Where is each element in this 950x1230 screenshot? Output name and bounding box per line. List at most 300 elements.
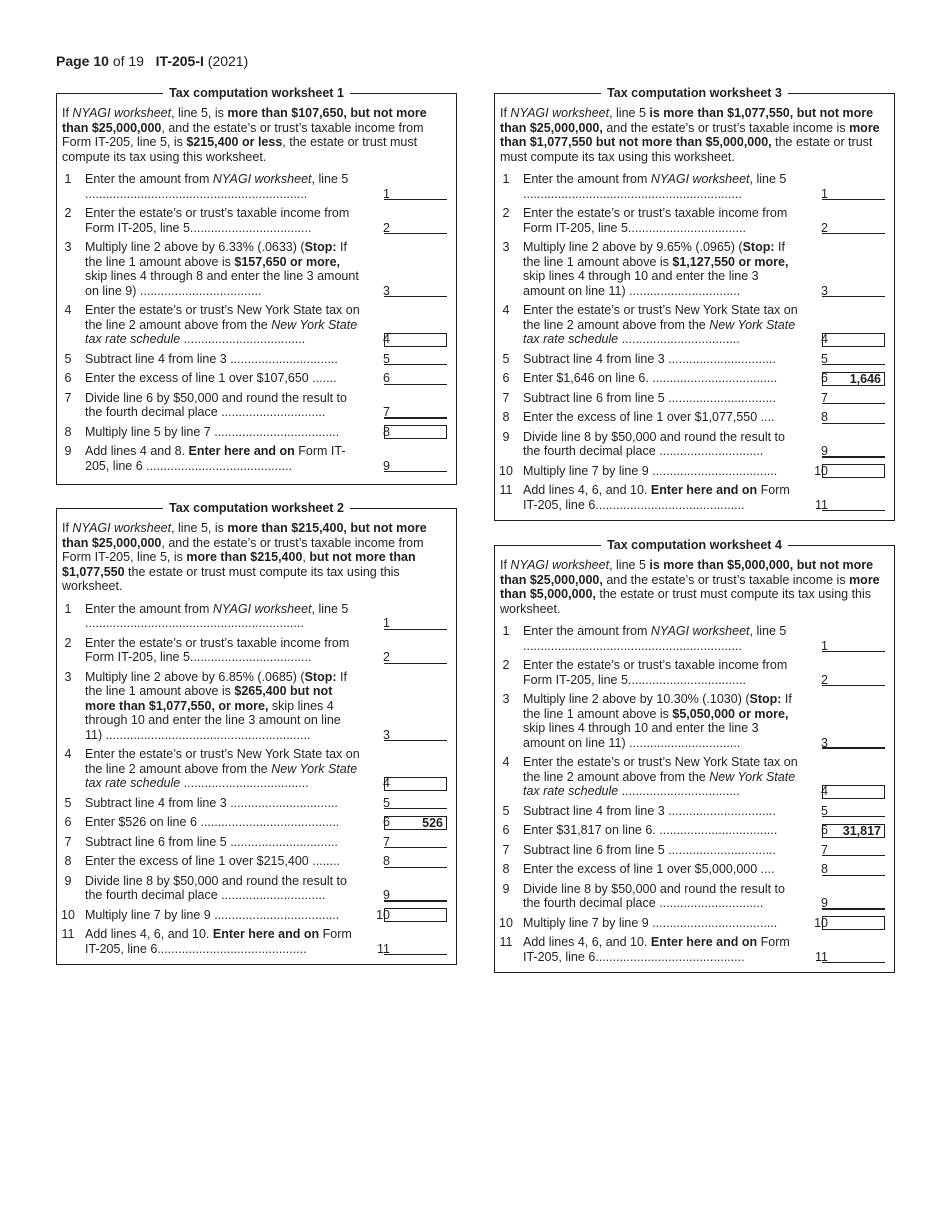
line-number: 9 (502, 429, 510, 444)
worksheet-1 (56, 86, 457, 485)
line-description (85, 747, 360, 791)
text-run: Multiply line 2 above by 10.30% (.1030) ( (523, 692, 750, 706)
text-run: , line 5 ............................................................... (85, 601, 349, 630)
text-run: If the line 1 amount above is (85, 240, 347, 269)
text-run: $265,400 but not more than $1,077,550, or more, (85, 684, 333, 713)
line-number: 6 (502, 371, 510, 385)
line-number: 1 (64, 172, 72, 186)
line-ref-number: 1 (383, 186, 390, 201)
text-run: Stop: (304, 669, 337, 684)
amount-entry-line[interactable] (384, 855, 447, 868)
line-description (85, 874, 360, 903)
text-run: , line 5, is (171, 106, 228, 120)
amount-entry-line[interactable] (384, 796, 447, 809)
worksheet-lines (57, 602, 456, 957)
text-run: New York State tax rate schedule (523, 769, 796, 798)
line-ref-number: 10 (376, 907, 390, 922)
text-run: New York State tax rate schedule (85, 317, 358, 346)
line-ref-number: 11 (815, 949, 828, 964)
line-ref-number: 7 (383, 405, 390, 419)
page-number: 10 (93, 53, 109, 69)
text-run: Enter the estate’s or trust’s New York State tax on the line 2 amount above from the (523, 303, 798, 332)
worksheet-line-8 (495, 862, 894, 877)
worksheet-line-2 (57, 636, 456, 665)
text-run: $215,400 or less (186, 135, 283, 149)
line-ref-number: 3 (821, 735, 828, 750)
text-run: If (62, 106, 73, 120)
line-number: 9 (502, 881, 510, 896)
worksheet-line-1 (495, 624, 894, 653)
line-ref-number: 5 (821, 351, 828, 366)
amount-box[interactable]: 1,646 (822, 372, 885, 386)
amount-entry-line[interactable] (822, 391, 885, 404)
text-run: If the line 1 amount above is (523, 240, 785, 269)
text-run: but not more than $1,077,550 (62, 550, 416, 579)
worksheet-title: Tax computation worksheet 1 (163, 86, 350, 100)
line-number: 3 (64, 240, 72, 254)
worksheet-2 (56, 501, 457, 965)
line-ref-number: 3 (383, 727, 390, 742)
text-run: , line 5 (609, 558, 650, 572)
worksheet-line-2 (57, 206, 456, 235)
text-run: NYAGI worksheet (510, 106, 610, 120)
text-run: If the line 1 amount above is (85, 669, 347, 698)
worksheet-line-11 (57, 927, 456, 956)
line-number: 3 (64, 669, 72, 684)
worksheet-line-8 (57, 854, 456, 869)
line-description (85, 371, 360, 386)
worksheet-line-5 (57, 352, 456, 367)
text-run: $1,127,550 or more, (672, 254, 789, 269)
worksheet-line-11 (495, 483, 894, 512)
line-description (523, 371, 798, 386)
worksheet-line-9 (495, 882, 894, 911)
page-label: Page (56, 53, 90, 69)
line-ref-number: 2 (821, 672, 828, 687)
amount-box[interactable] (384, 333, 447, 347)
amount-entry-line[interactable] (822, 804, 885, 817)
line-description (523, 410, 798, 425)
line-number: 1 (502, 624, 510, 638)
text-run: the estate or trust must compute its tax using this worksheet. (62, 564, 400, 593)
line-number: 2 (64, 635, 72, 650)
text-run: Multiply line 7 by line 9 .................................... (523, 463, 778, 478)
text-run: NYAGI worksheet (212, 601, 312, 616)
worksheet-intro (62, 521, 452, 594)
amount-entry-line[interactable] (822, 639, 885, 652)
text-run: Enter $526 on line 6 ........................................ (85, 815, 340, 829)
amount-box[interactable] (822, 333, 885, 347)
line-description (523, 352, 798, 367)
amount-entry-line[interactable] (384, 372, 447, 385)
line-number: 10 (499, 463, 513, 478)
amount-entry-line[interactable] (384, 459, 447, 472)
worksheet-line-10 (495, 464, 894, 479)
amount-entry-line[interactable] (822, 843, 885, 856)
line-description (523, 935, 798, 964)
line-description (85, 172, 360, 201)
line-ref-number: 6 (821, 823, 828, 837)
line-description (85, 670, 360, 743)
amount-entry-line[interactable] (822, 352, 885, 365)
line-number: 4 (64, 747, 72, 761)
text-run: Enter the estate’s or trust’s taxable income from Form IT-205, line 5.................................. (523, 206, 788, 235)
line-ref-number: 1 (821, 186, 828, 201)
line-number: 2 (502, 658, 510, 672)
form-id: IT-205-I (155, 53, 204, 69)
amount-entry-line[interactable] (384, 942, 447, 955)
text-run: , line 5 (609, 106, 650, 120)
worksheet-3 (494, 86, 895, 521)
text-run: is more than $5,000,000, but not more than $25,000,000, (500, 558, 874, 587)
amount-entry-line[interactable] (384, 888, 447, 902)
line-ref-number: 9 (821, 444, 828, 458)
text-run: more than $107,650, but not more than $25,000,000 (62, 106, 427, 135)
text-run: ................................... (180, 332, 306, 346)
text-run: Enter the amount from (85, 172, 213, 186)
worksheet-line-3 (495, 692, 894, 750)
amount-entry-line[interactable] (384, 187, 447, 200)
worksheet-line-3 (495, 240, 894, 298)
line-number: 5 (64, 795, 72, 810)
worksheet-line-6 (495, 371, 894, 386)
line-description (85, 927, 360, 956)
text-run: NYAGI worksheet (650, 172, 750, 186)
worksheet-intro (500, 106, 890, 164)
worksheet-4 (494, 538, 895, 973)
text-run: Enter the excess of line 1 over $107,650 ....... (85, 371, 337, 385)
worksheet-line-10 (57, 908, 456, 923)
amount-entry-line[interactable] (384, 835, 447, 848)
text-run: Divide line 8 by $50,000 and round the result to the fourth decimal place .............................. (85, 873, 347, 902)
text-run: , line 5 ............................................................... (523, 624, 787, 653)
amount-box[interactable] (384, 908, 447, 922)
line-description (85, 854, 360, 869)
line-description (85, 908, 360, 923)
text-run: Multiply line 7 by line 9 .................................... (85, 907, 340, 922)
line-ref-number: 5 (821, 803, 828, 818)
text-run: Form IT-205, line 6 .......................................... (85, 444, 346, 473)
line-ref-number: 5 (383, 795, 390, 810)
worksheet-line-8 (57, 425, 456, 440)
line-description (85, 602, 360, 631)
worksheet-line-4 (57, 303, 456, 347)
text-run: Multiply line 2 above by 6.33% (.0633) ( (85, 240, 305, 254)
text-run: , the estate or trust must compute its tax using this worksheet. (62, 135, 418, 164)
amount-box[interactable] (384, 777, 447, 791)
text-run: skip lines 4 through 10 and enter the line 3 amount on line 11) ................................ (523, 721, 759, 750)
amount-entry-line[interactable] (822, 284, 885, 297)
text-run: NYAGI worksheet (72, 521, 172, 535)
text-run: skip lines 4 through 8 and enter the line 3 amount on line 9) ................................... (85, 269, 359, 298)
line-description (523, 303, 798, 347)
line-ref-number: 10 (814, 915, 828, 930)
line-ref-number: 6 (383, 371, 390, 385)
worksheet-line-2 (495, 658, 894, 687)
line-ref-number: 1 (821, 638, 828, 653)
line-description (85, 240, 360, 298)
text-run: Subtract line 4 from line 3 ............................... (85, 351, 338, 366)
text-run: Stop: (742, 240, 775, 254)
amount-box[interactable] (822, 785, 885, 799)
worksheet-title: Tax computation worksheet 2 (163, 501, 350, 515)
text-run: , line 5 ................................................................ (85, 172, 349, 201)
worksheet-title: Tax computation worksheet 4 (601, 538, 788, 552)
text-run: Add lines 4, 6, and 10. (523, 935, 651, 949)
line-ref-number: 2 (821, 220, 828, 235)
text-run: Stop: (749, 692, 782, 706)
text-run: If (62, 521, 73, 535)
text-run: more than $215,400 (186, 550, 303, 564)
text-run: Enter the estate’s or trust’s New York State tax on the line 2 amount above from the (85, 747, 360, 776)
text-run: Enter $1,646 on line 6. .................................... (523, 371, 778, 385)
text-run: $5,050,000 or more, (672, 706, 789, 721)
amount-box[interactable] (384, 425, 447, 439)
line-number: 9 (64, 873, 72, 888)
text-run: Stop: (304, 240, 337, 254)
line-description (523, 755, 798, 799)
amount-entry-line[interactable] (822, 498, 885, 511)
line-ref-number: 4 (383, 776, 390, 790)
text-run: Divide line 8 by $50,000 and round the result to the fourth decimal place .............................. (523, 881, 785, 910)
line-number: 4 (64, 303, 72, 317)
line-number: 3 (502, 240, 510, 254)
line-ref-number: 8 (383, 424, 390, 439)
text-run: Enter the amount from (85, 601, 213, 616)
text-run: Subtract line 6 from line 5 ............................... (523, 390, 776, 405)
amount-entry-line[interactable] (822, 735, 885, 749)
line-number: 8 (64, 424, 72, 439)
amount-entry-line[interactable] (384, 405, 447, 419)
line-description (523, 862, 798, 877)
line-ref-number: 11 (377, 941, 390, 956)
text-run: is more than $1,077,550, but not more than $25,000,000, (500, 106, 874, 135)
line-ref-number: 8 (383, 854, 390, 868)
worksheet-line-6 (57, 371, 456, 386)
line-ref-number: 4 (821, 332, 828, 346)
amount-entry-line[interactable] (822, 673, 885, 686)
text-run: Enter the amount from (523, 624, 651, 638)
text-run: New York State tax rate schedule (523, 317, 796, 346)
worksheet-line-4 (495, 755, 894, 799)
amount-entry-line[interactable] (822, 187, 885, 200)
text-run: Subtract line 4 from line 3 ............................... (85, 795, 338, 810)
line-number: 8 (64, 854, 72, 868)
text-run: .................................. (618, 784, 740, 798)
line-number: 4 (502, 303, 510, 317)
line-description (523, 658, 798, 687)
text-run: Subtract line 4 from line 3 ............................... (523, 351, 776, 366)
text-run: NYAGI worksheet (510, 558, 610, 572)
text-run: Multiply line 2 above by 9.65% (.0965) ( (523, 240, 743, 254)
amount-entry-line[interactable] (384, 728, 447, 741)
worksheet-line-11 (495, 935, 894, 964)
line-number: 1 (64, 601, 72, 616)
text-run: If (500, 106, 511, 120)
text-run: more than $215,400, but not more than $25,000,000 (62, 521, 427, 550)
text-run: Enter the amount from (523, 172, 651, 186)
text-run: Multiply line 7 by line 9 .................................... (523, 915, 778, 930)
line-ref-number: 7 (821, 390, 828, 405)
line-number: 11 (61, 927, 75, 941)
line-ref-number: 8 (821, 862, 828, 876)
text-run: NYAGI worksheet (212, 172, 312, 186)
text-run: Divide line 8 by $50,000 and round the result to the fourth decimal place .............................. (523, 429, 785, 458)
amount-entry-line[interactable] (822, 863, 885, 876)
line-description (523, 206, 798, 235)
text-run: Enter the estate’s or trust’s taxable income from Form IT-205, line 5.................................. (523, 658, 788, 687)
line-description (85, 352, 360, 367)
text-run: , (302, 550, 310, 564)
text-run: , and the estate’s or trust’s taxable income from Form IT-205, line 5, is (62, 535, 424, 564)
amount-entry-line[interactable] (384, 221, 447, 234)
amount-box[interactable] (822, 916, 885, 930)
text-run: the estate or trust must compute its tax using this worksheet. (500, 587, 872, 616)
amount-entry-line[interactable] (822, 221, 885, 234)
worksheet-line-1 (57, 602, 456, 631)
line-ref-number: 9 (383, 458, 390, 473)
worksheet-line-7 (495, 843, 894, 858)
line-ref-number: 3 (821, 283, 828, 298)
text-run: Enter the estate’s or trust’s New York State tax on the line 2 amount above from the (523, 755, 798, 784)
worksheet-line-9 (495, 430, 894, 459)
line-description (85, 636, 360, 665)
amount-entry-line[interactable] (822, 444, 885, 458)
text-run: If (500, 558, 511, 572)
page-total: of 19 (112, 53, 144, 69)
text-run: NYAGI worksheet (650, 624, 750, 638)
line-description (523, 624, 798, 653)
worksheet-line-5 (57, 796, 456, 811)
line-number: 2 (502, 206, 510, 220)
line-number: 6 (64, 371, 72, 385)
worksheet-line-6 (495, 823, 894, 838)
line-number: 5 (502, 351, 510, 366)
line-ref-number: 4 (383, 332, 390, 346)
line-description (523, 240, 798, 298)
amount-entry-line[interactable] (822, 411, 885, 424)
line-number: 3 (502, 692, 510, 706)
line-number: 4 (502, 755, 510, 769)
text-run: Enter here and on (650, 483, 758, 497)
text-run: Form IT-205, line 6........................................... (85, 927, 352, 956)
text-run: the estate or trust must compute its tax using this worksheet. (500, 135, 873, 164)
worksheet-line-9 (57, 874, 456, 903)
line-number: 7 (64, 390, 72, 405)
line-description (85, 444, 360, 473)
worksheet-line-3 (57, 670, 456, 743)
line-description (523, 692, 798, 750)
amount-entry-line[interactable] (384, 284, 447, 297)
amount-entry-line[interactable] (384, 617, 447, 630)
worksheet-line-9 (57, 444, 456, 473)
line-ref-number: 4 (821, 784, 828, 798)
line-number: 2 (64, 206, 72, 220)
line-number: 7 (64, 834, 72, 849)
line-description (523, 843, 798, 858)
amount-box[interactable] (822, 464, 885, 478)
text-run: Subtract line 6 from line 5 ............................... (85, 834, 338, 849)
line-number: 5 (64, 351, 72, 366)
line-number: 11 (499, 483, 513, 497)
worksheet-line-1 (57, 172, 456, 201)
line-ref-number: 10 (814, 463, 828, 478)
text-run: Enter here and on (188, 444, 295, 458)
line-description (523, 882, 798, 911)
line-number: 9 (64, 444, 72, 458)
worksheet-line-5 (495, 804, 894, 819)
amount-entry-line[interactable] (384, 651, 447, 664)
line-number: 11 (499, 935, 513, 949)
line-ref-number: 9 (383, 888, 390, 902)
text-run: , line 5 ............................................................... (523, 172, 787, 201)
text-run: skip lines 4 through 10 and enter the line 3 amount on line 11) ........................................................... (85, 698, 341, 742)
text-run: skip lines 4 through 10 and enter the line 3 amount on line 11) ................................ (523, 269, 759, 298)
text-run: and the estate’s or trust’s taxable income is (602, 572, 850, 587)
line-description (523, 823, 798, 838)
worksheet-line-4 (495, 303, 894, 347)
worksheet-line-10 (495, 916, 894, 931)
worksheet-line-7 (495, 391, 894, 406)
line-description (523, 464, 798, 479)
text-run: Add lines 4, 6, and 10. (523, 483, 651, 497)
text-run: Form IT-205, line 6........................................... (523, 483, 790, 512)
line-ref-number: 9 (821, 896, 828, 910)
amount-entry-line[interactable] (822, 896, 885, 910)
text-run: Enter $31,817 on line 6. .................................. (523, 823, 778, 837)
worksheet-line-8 (495, 410, 894, 425)
line-description (85, 835, 360, 850)
text-run: Enter the estate’s or trust’s New York State tax on the line 2 amount above from the (85, 303, 360, 332)
worksheet-line-3 (57, 240, 456, 298)
line-description (523, 916, 798, 931)
text-run: Enter here and on (212, 927, 320, 941)
line-ref-number: 7 (383, 834, 390, 849)
form-year: (2021) (207, 53, 249, 69)
worksheet-intro (500, 558, 890, 616)
amount-entry-line[interactable] (822, 950, 885, 963)
worksheet-lines (57, 172, 456, 473)
worksheet-line-7 (57, 391, 456, 420)
amount-box[interactable]: 526 (384, 816, 447, 830)
text-run: New York State tax rate schedule (85, 761, 358, 790)
text-run: Enter the estate’s or trust’s taxable income from Form IT-205, line 5................................... (85, 635, 350, 664)
text-run: Divide line 6 by $50,000 and round the result to the fourth decimal place .............................. (85, 390, 347, 419)
worksheet-lines (495, 172, 894, 512)
line-number: 6 (64, 815, 72, 829)
text-run: Subtract line 6 from line 5 ............................... (523, 842, 776, 857)
text-run: Enter the estate’s or trust’s taxable income from Form IT-205, line 5................................... (85, 206, 350, 235)
text-run: NYAGI worksheet (72, 106, 172, 120)
line-ref-number: 5 (383, 351, 390, 366)
worksheet-lines (495, 624, 894, 964)
worksheet-line-6 (57, 815, 456, 830)
worksheet-line-2 (495, 206, 894, 235)
amount-entry-line[interactable] (384, 352, 447, 365)
text-run: Enter the excess of line 1 over $215,400 ........ (85, 854, 341, 868)
text-run: Enter here and on (650, 935, 758, 949)
text-run: Add lines 4, 6, and 10. (85, 927, 213, 941)
worksheet-line-1 (495, 172, 894, 201)
text-run: Form IT-205, line 6........................................... (523, 935, 790, 964)
line-number: 10 (499, 915, 513, 930)
amount-box[interactable]: 31,817 (822, 824, 885, 838)
line-number: 5 (502, 803, 510, 818)
text-run: Multiply line 5 by line 7 .................................... (85, 424, 340, 439)
line-description (523, 172, 798, 201)
line-description (523, 430, 798, 459)
line-description (85, 206, 360, 235)
